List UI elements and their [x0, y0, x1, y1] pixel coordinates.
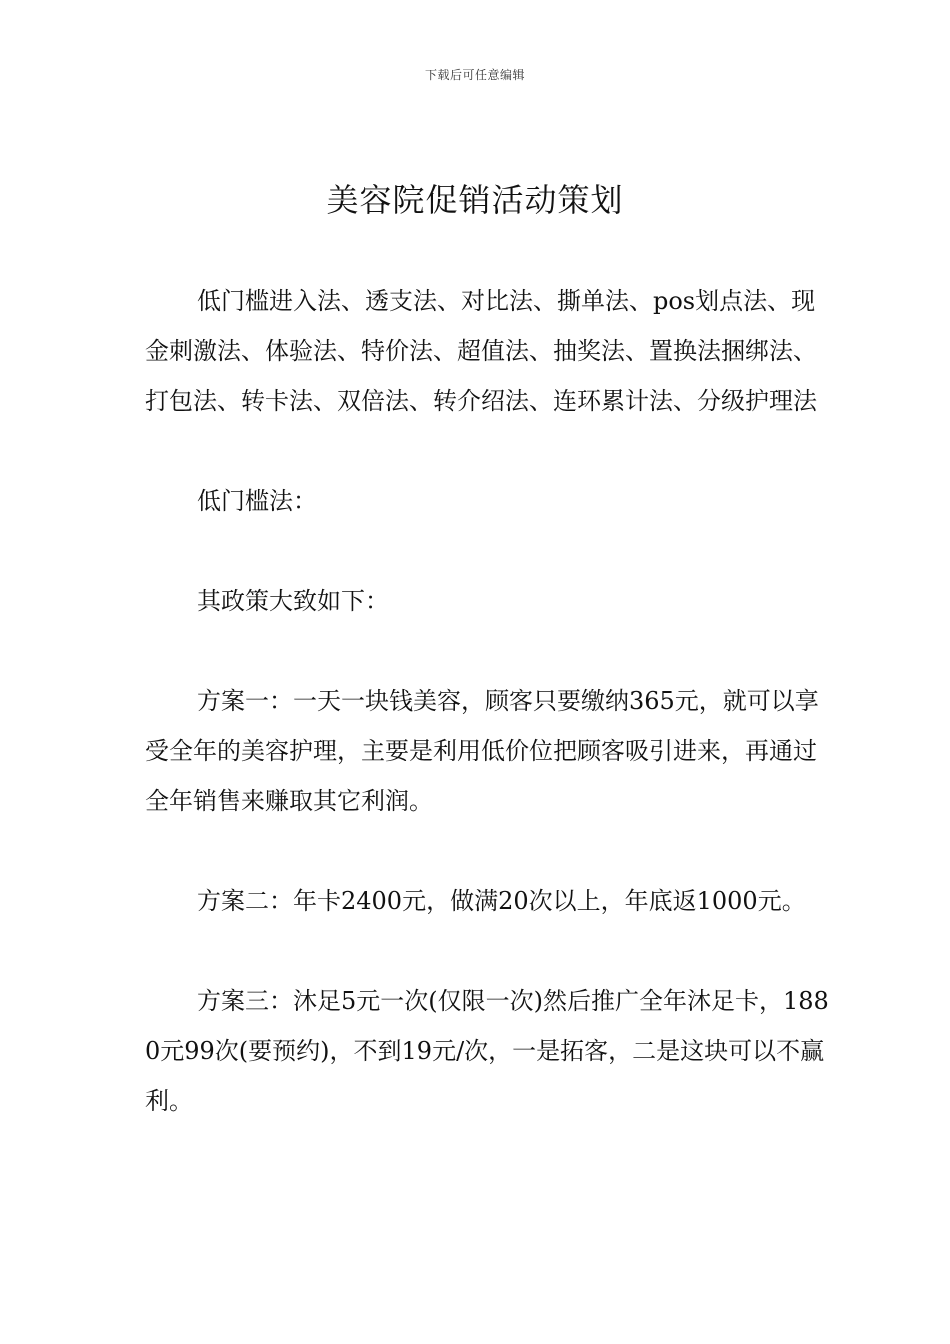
document-title: 美容院促销活动策划	[326, 181, 624, 219]
paragraph-gap	[145, 826, 835, 876]
paragraph-low-threshold-heading: 低门槛法：	[197, 487, 317, 515]
header-note: 下载后可任意编辑	[424, 68, 525, 82]
paragraph-plan-one: 方案一：一天一块钱美容，顾客只要缴纳365元，就可以享受全年的美容护理，主要是利用低价位把顾客吸引进来，再通过全年销售来赚取其它利润。	[145, 687, 819, 815]
paragraph-gap	[145, 526, 835, 576]
paragraph-methods-list: 低门槛进入法、透支法、对比法、撕单法、pos划点法、现金刺激法、体验法、特价法、超值法、抽奖法、置换法捆绑法、打包法、转卡法、双倍法、转介绍法、连环累计法、分级护理法	[145, 287, 817, 415]
document-body	[145, 276, 835, 1126]
paragraph-gap	[145, 426, 835, 476]
paragraph-gap	[145, 926, 835, 976]
paragraph-plan-two: 方案二：年卡2400元，做满20次以上，年底返1000元。	[197, 887, 806, 915]
paragraph-plan-three: 方案三：沐足5元一次(仅限一次)然后推广全年沐足卡，1880元99次(要预约)，不到19元/次，一是拓客，二是这块可以不赢利。	[145, 987, 829, 1115]
paragraph-gap	[145, 626, 835, 676]
paragraph-policy-intro: 其政策大致如下：	[197, 587, 389, 615]
